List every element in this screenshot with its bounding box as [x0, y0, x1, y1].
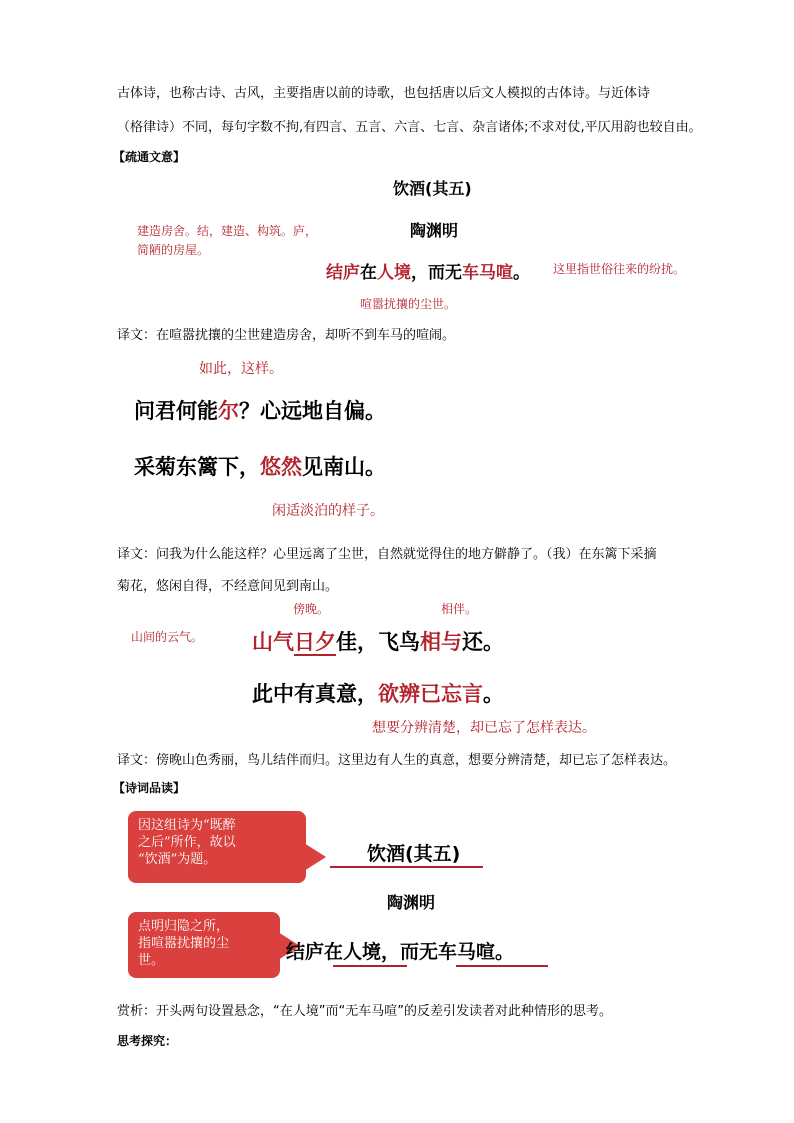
poem-title-2: 饮酒(其五): [367, 843, 461, 865]
verse-5-part-a: 此中有真意，: [252, 682, 378, 706]
callout-bubble-renjing: [128, 912, 280, 978]
word-youran: 悠然: [260, 455, 302, 479]
word-xuan: 喧: [496, 263, 513, 283]
annotation-youran: 闲适淡泊的样子。: [272, 503, 384, 519]
callout-bubble-title: [128, 811, 306, 883]
verse-line-1: [326, 258, 530, 283]
underline-zai-renjing: [333, 965, 407, 967]
translation-2-line-2: 菊花，悠闲自得，不经意间见到南山。: [117, 579, 339, 594]
intro-line-2: （格律诗）不同，每句字数不拘,有四言、五言、六言、七言、杂言诸体;不求对仗,平仄用韵也较自由。: [117, 120, 702, 135]
callout-title-line-2: 之后”所作，故以: [138, 835, 236, 850]
verse-line-5: [252, 678, 504, 708]
word-jielu: 结庐: [326, 263, 360, 283]
word-period: 。: [513, 263, 530, 283]
callout-tail-title: [304, 843, 326, 871]
verse-4-part-c: 佳，飞鸟: [336, 630, 420, 654]
verse-3-part-a: 采菊东篱下，: [134, 455, 260, 479]
verse-line-4: [252, 626, 504, 656]
poem-title: 饮酒(其五): [393, 179, 472, 198]
annotation-er: 如此，这样。: [199, 361, 283, 377]
section-heading-appreciation: 【诗词品读】: [113, 781, 186, 795]
verse-2-part-a: 问君何能: [134, 399, 218, 423]
poem-author-2: 陶渊明: [387, 893, 436, 912]
appreciation-text: 赏析：开头两句设置悬念，“在人境”而“无车马喧”的反差引发读者对此种情形的思考。: [117, 1004, 612, 1019]
annotation-jielu-2: 简陋的房屋。: [137, 243, 210, 257]
word-chema: 车马: [462, 263, 496, 283]
callout-title-line-1: 因这组诗为“既醉: [138, 818, 236, 833]
verse-4-part-e: 还。: [462, 630, 504, 654]
word-zai: 在: [360, 263, 377, 283]
translation-2-line-1: 译文：问我为什么能这样？心里远离了尘世，自然就觉得住的地方僻静了。（我）在东篱下采摘: [117, 547, 657, 562]
annotation-chemaxuan: 这里指世俗往来的纷扰。: [553, 262, 686, 276]
word-renjing: 人境: [377, 263, 411, 283]
word-shanqi: 山气: [252, 630, 294, 654]
verse-5-part-c: 。: [483, 682, 504, 706]
section-heading-comprehension: 【疏通文意】: [113, 150, 186, 164]
annotation-xiangyu: 相伴。: [441, 602, 478, 616]
callout-renjing-line-3: 世。: [138, 953, 165, 968]
section-heading-thinking: 思考探究：: [117, 1034, 178, 1048]
word-xiangyu: 相与: [420, 630, 462, 654]
annotation-renjing: 喧嚣扰攘的尘世。: [360, 297, 457, 311]
verse-line-2: [134, 395, 386, 425]
word-erwu: ，而无: [411, 263, 462, 283]
intro-line-1: 古体诗，也称古诗、古风，主要指唐以前的诗歌，也包括唐以后文人模拟的古体诗。与近体诗: [117, 86, 651, 101]
verse-line-3: [134, 451, 386, 481]
poem-author: 陶渊明: [410, 221, 459, 240]
callout-renjing-line-2: 指喧嚣扰攘的尘: [138, 936, 230, 951]
title-underline: [330, 866, 483, 868]
verse-2-part-c: ？心远地自偏。: [239, 399, 386, 423]
annotation-yubian: 想要分辨清楚，却已忘了怎样表达。: [372, 720, 596, 736]
word-yubian: 欲辨已忘言: [378, 682, 483, 706]
annotation-shanqi: 山间的云气。: [131, 630, 204, 644]
annotation-jielu-1: 建造房舍。结，建造、构筑。庐，: [137, 224, 318, 238]
underline-wu-chemaxuan: [456, 965, 548, 967]
verse-3-part-c: 见南山。: [302, 455, 386, 479]
translation-1: 译文：在喧嚣扰攘的尘世建造房舍，却听不到车马的喧闹。: [117, 328, 456, 343]
annotation-rixi: 傍晚。: [293, 602, 330, 616]
word-rixi: 日夕: [294, 630, 336, 654]
word-er: 尔: [218, 399, 239, 423]
callout-title-line-3: “饮酒”为题。: [138, 852, 217, 867]
translation-3: 译文：傍晚山色秀丽，鸟儿结伴而归。这里边有人生的真意，想要分辨清楚，却已忘了怎样表达。: [117, 753, 677, 768]
callout-renjing-line-1: 点明归隐之所，: [138, 919, 230, 934]
verse-line-1-repeat: 结庐在人境，而无车马喧。: [286, 941, 515, 963]
